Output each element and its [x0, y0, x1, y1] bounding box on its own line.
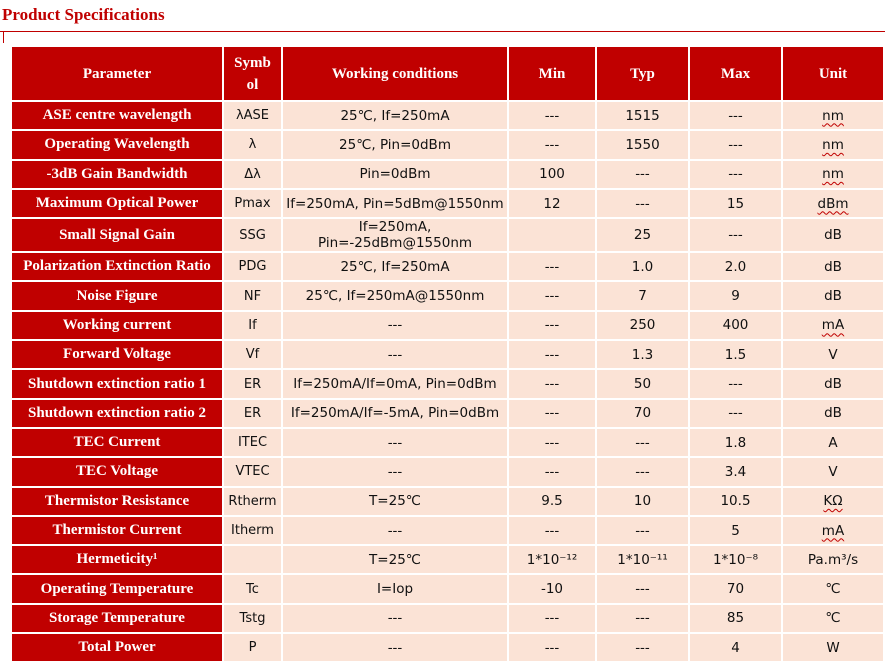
symbol-cell: P	[224, 634, 281, 661]
param-cell: Thermistor Resistance	[12, 488, 222, 515]
unit-cell: dB	[783, 253, 883, 280]
typ-cell: ---	[597, 161, 688, 188]
unit-value: nm	[822, 107, 844, 124]
typ-cell: 50	[597, 370, 688, 397]
unit-cell: dB	[783, 400, 883, 427]
title-left-rule	[3, 31, 4, 43]
max-cell: ---	[690, 131, 781, 158]
min-cell: ---	[509, 312, 595, 339]
header-parameter: Parameter	[12, 47, 222, 100]
unit-cell: V	[783, 341, 883, 368]
min-cell: ---	[509, 429, 595, 456]
param-cell: TEC Voltage	[12, 458, 222, 485]
max-cell: 70	[690, 575, 781, 602]
unit-cell: dB	[783, 282, 883, 309]
typ-cell: 25	[597, 219, 688, 251]
symbol-cell: SSG	[224, 219, 281, 251]
conditions-cell: I=Iop	[283, 575, 507, 602]
max-cell: 1.5	[690, 341, 781, 368]
typ-cell: 1515	[597, 102, 688, 129]
param-cell: Storage Temperature	[12, 605, 222, 632]
min-cell: ---	[509, 131, 595, 158]
conditions-cell: If=250mA/If=0mA, Pin=0dBm	[283, 370, 507, 397]
header-row	[12, 47, 883, 100]
max-cell: 1.8	[690, 429, 781, 456]
unit-cell: W	[783, 634, 883, 661]
header-symbol	[224, 47, 281, 100]
symbol-cell: Rtherm	[224, 488, 281, 515]
max-cell: ---	[690, 102, 781, 129]
table-row	[12, 312, 883, 339]
typ-cell: 10	[597, 488, 688, 515]
header-typ: Typ	[597, 47, 688, 100]
min-cell: ---	[509, 517, 595, 544]
conditions-cell: ---	[283, 341, 507, 368]
param-cell: Operating Temperature	[12, 575, 222, 602]
conditions-cell: 25℃, If=250mA	[283, 253, 507, 280]
min-cell: 9.5	[509, 488, 595, 515]
unit-cell	[783, 488, 883, 515]
typ-cell: 7	[597, 282, 688, 309]
symbol-cell: If	[224, 312, 281, 339]
max-cell: 2.0	[690, 253, 781, 280]
max-cell: ---	[690, 161, 781, 188]
min-cell: 12	[509, 190, 595, 217]
min-cell: ---	[509, 282, 595, 309]
typ-cell: 1.3	[597, 341, 688, 368]
table-row	[12, 370, 883, 397]
conditions-cell: ---	[283, 458, 507, 485]
param-cell: Working current	[12, 312, 222, 339]
header-symbol-line2: ol	[246, 76, 259, 93]
min-cell: ---	[509, 605, 595, 632]
conditions-cell: T=25℃	[283, 488, 507, 515]
min-cell: 100	[509, 161, 595, 188]
symbol-cell: NF	[224, 282, 281, 309]
unit-cell	[783, 102, 883, 129]
table-row	[12, 131, 883, 158]
conditions-cell: ---	[283, 312, 507, 339]
unit-cell: A	[783, 429, 883, 456]
title-underline	[0, 31, 885, 32]
symbol-cell: VTEC	[224, 458, 281, 485]
table-row	[12, 488, 883, 515]
symbol-cell: ITEC	[224, 429, 281, 456]
typ-cell: 1550	[597, 131, 688, 158]
symbol-cell: ER	[224, 400, 281, 427]
table-row	[12, 102, 883, 129]
table-row	[12, 458, 883, 485]
symbol-cell: Tc	[224, 575, 281, 602]
page-title: Product Specifications	[2, 5, 165, 24]
typ-cell: ---	[597, 634, 688, 661]
table-row	[12, 546, 883, 573]
param-cell: Shutdown extinction ratio 2	[12, 400, 222, 427]
typ-cell: ---	[597, 429, 688, 456]
param-cell: Hermeticity¹	[12, 546, 222, 573]
table-row	[12, 190, 883, 217]
symbol-cell: PDG	[224, 253, 281, 280]
conditions-cell: If=250mA, Pin=-25dBm@1550nm	[283, 219, 507, 251]
header-symbol-line1: Symb	[234, 54, 271, 71]
max-cell: 9	[690, 282, 781, 309]
typ-cell: 70	[597, 400, 688, 427]
table-row	[12, 161, 883, 188]
conditions-cell: 25℃, If=250mA	[283, 102, 507, 129]
unit-value: dBm	[817, 195, 849, 212]
min-cell: ---	[509, 400, 595, 427]
max-cell: 400	[690, 312, 781, 339]
conditions-cell: ---	[283, 429, 507, 456]
max-cell: 85	[690, 605, 781, 632]
max-cell: ---	[690, 400, 781, 427]
unit-cell	[783, 161, 883, 188]
typ-cell: 1.0	[597, 253, 688, 280]
unit-value: nm	[822, 136, 844, 153]
conditions-cell: 25℃, If=250mA@1550nm	[283, 282, 507, 309]
symbol-cell: ER	[224, 370, 281, 397]
min-cell	[509, 219, 595, 251]
unit-cell	[783, 131, 883, 158]
param-cell: Small Signal Gain	[12, 219, 222, 251]
symbol-cell: Itherm	[224, 517, 281, 544]
symbol-cell: λASE	[224, 102, 281, 129]
header-unit: Unit	[783, 47, 883, 100]
min-cell: ---	[509, 370, 595, 397]
unit-cell: V	[783, 458, 883, 485]
typ-cell: ---	[597, 517, 688, 544]
table-row	[12, 517, 883, 544]
max-cell: 5	[690, 517, 781, 544]
conditions-cell: ---	[283, 605, 507, 632]
max-cell: 15	[690, 190, 781, 217]
symbol-cell: λ	[224, 131, 281, 158]
typ-cell: ---	[597, 458, 688, 485]
param-cell: Shutdown extinction ratio 1	[12, 370, 222, 397]
param-cell: ASE centre wavelength	[12, 102, 222, 129]
max-cell: 3.4	[690, 458, 781, 485]
conditions-cell: If=250mA, Pin=5dBm@1550nm	[283, 190, 507, 217]
table-row	[12, 400, 883, 427]
typ-cell: ---	[597, 190, 688, 217]
unit-value: nm	[822, 166, 844, 183]
symbol-cell: Tstg	[224, 605, 281, 632]
conditions-cell: If=250mA/If=-5mA, Pin=0dBm	[283, 400, 507, 427]
unit-cell: Pa.m³/s	[783, 546, 883, 573]
max-cell: 10.5	[690, 488, 781, 515]
unit-cell: dB	[783, 219, 883, 251]
table-row	[12, 429, 883, 456]
param-cell: Operating Wavelength	[12, 131, 222, 158]
param-cell: Polarization Extinction Ratio	[12, 253, 222, 280]
symbol-cell: Pmax	[224, 190, 281, 217]
conditions-cell: ---	[283, 517, 507, 544]
unit-cell: dB	[783, 370, 883, 397]
header-max: Max	[690, 47, 781, 100]
param-cell: Thermistor Current	[12, 517, 222, 544]
table-row	[12, 253, 883, 280]
min-cell: ---	[509, 458, 595, 485]
max-cell: 1*10⁻⁸	[690, 546, 781, 573]
max-cell: 4	[690, 634, 781, 661]
unit-cell: ℃	[783, 605, 883, 632]
conditions-cell: ---	[283, 634, 507, 661]
max-cell: ---	[690, 219, 781, 251]
param-cell: -3dB Gain Bandwidth	[12, 161, 222, 188]
min-cell: ---	[509, 253, 595, 280]
conditions-cell: Pin=0dBm	[283, 161, 507, 188]
spec-table	[10, 45, 885, 663]
table-row	[12, 605, 883, 632]
param-cell: Total Power	[12, 634, 222, 661]
unit-cell	[783, 517, 883, 544]
table-row	[12, 219, 883, 251]
table-row	[12, 282, 883, 309]
conditions-cell: 25℃, Pin=0dBm	[283, 131, 507, 158]
symbol-cell: Vf	[224, 341, 281, 368]
conditions-cell: T=25℃	[283, 546, 507, 573]
table-row	[12, 575, 883, 602]
typ-cell: 250	[597, 312, 688, 339]
table-row	[12, 634, 883, 661]
unit-value: KΩ	[823, 493, 843, 510]
param-cell: Maximum Optical Power	[12, 190, 222, 217]
param-cell: TEC Current	[12, 429, 222, 456]
max-cell: ---	[690, 370, 781, 397]
unit-value: mA	[821, 522, 845, 539]
unit-value: mA	[821, 317, 845, 334]
unit-cell: ℃	[783, 575, 883, 602]
header-conditions: Working conditions	[283, 47, 507, 100]
min-cell: -10	[509, 575, 595, 602]
param-cell: Forward Voltage	[12, 341, 222, 368]
table-row	[12, 341, 883, 368]
typ-cell: 1*10⁻¹¹	[597, 546, 688, 573]
typ-cell: ---	[597, 575, 688, 602]
min-cell: ---	[509, 634, 595, 661]
symbol-cell	[224, 546, 281, 573]
param-cell: Noise Figure	[12, 282, 222, 309]
unit-cell	[783, 190, 883, 217]
symbol-cell: Δλ	[224, 161, 281, 188]
min-cell: 1*10⁻¹²	[509, 546, 595, 573]
header-min: Min	[509, 47, 595, 100]
min-cell: ---	[509, 102, 595, 129]
min-cell: ---	[509, 341, 595, 368]
typ-cell: ---	[597, 605, 688, 632]
unit-cell	[783, 312, 883, 339]
